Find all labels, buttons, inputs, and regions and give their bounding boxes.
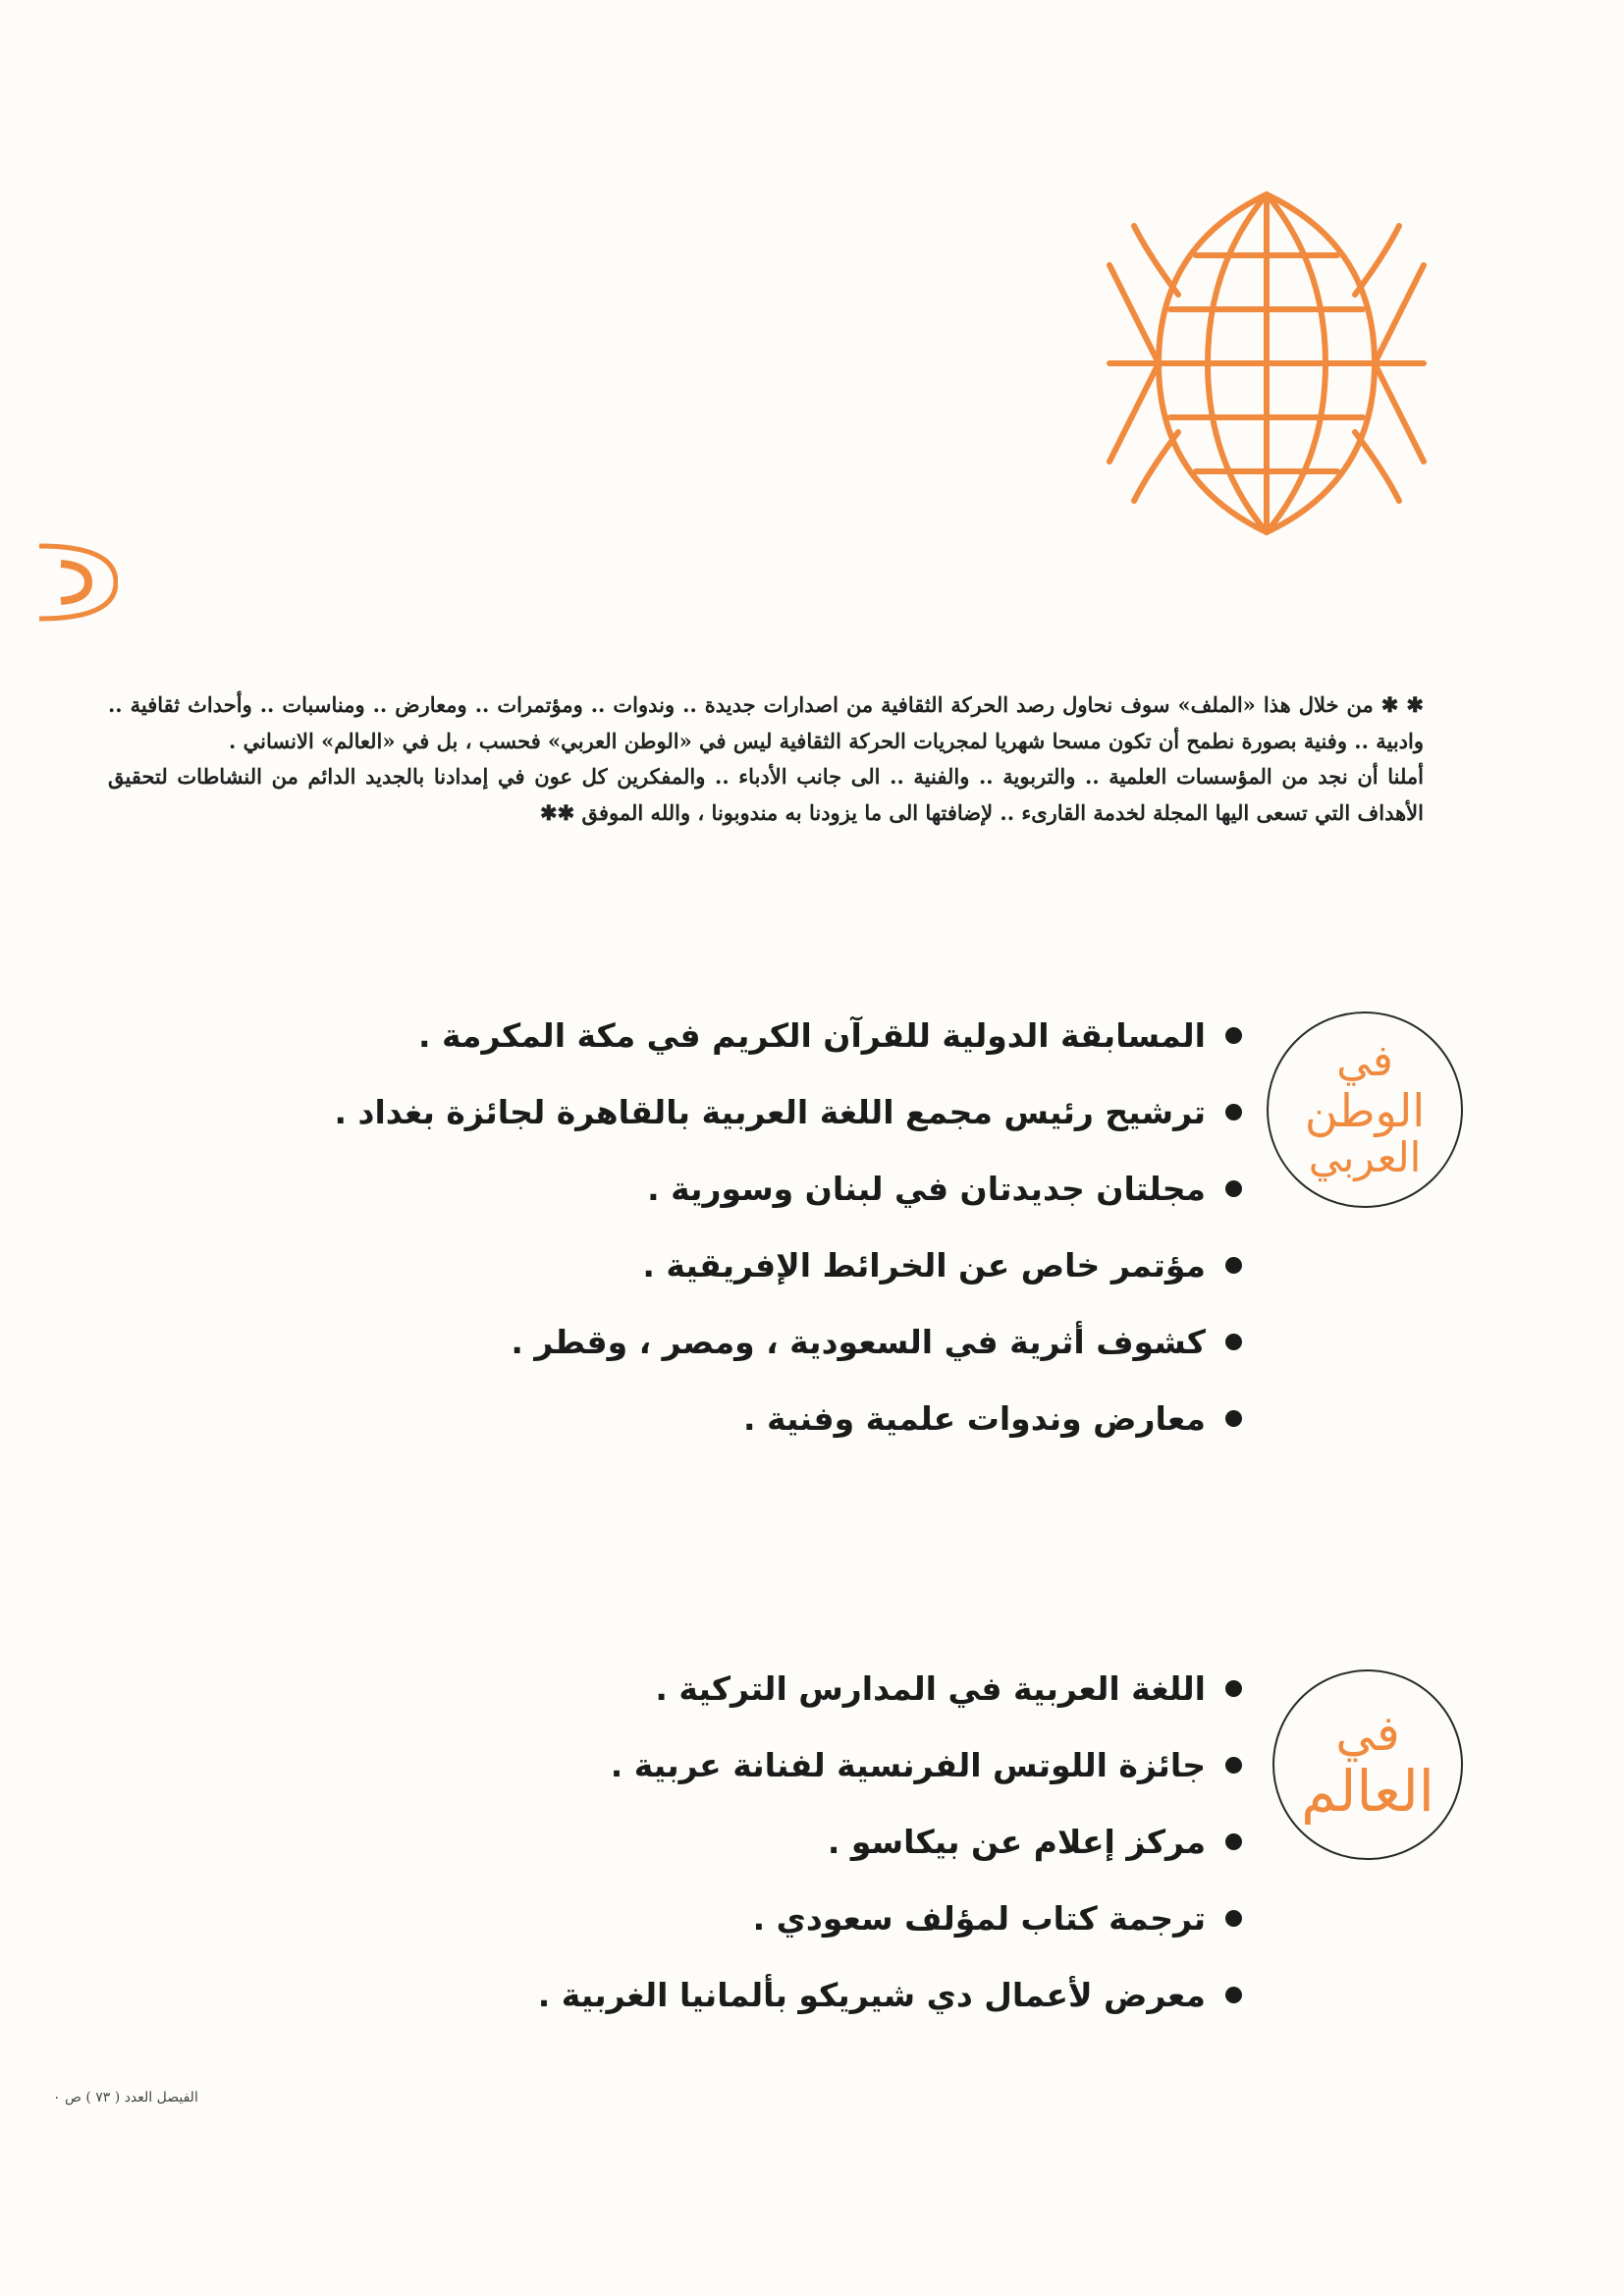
bullet-icon xyxy=(1225,1757,1242,1774)
list-item xyxy=(334,1073,1242,1150)
bullet-icon xyxy=(1225,1410,1242,1427)
bullet-icon xyxy=(1225,1987,1242,2003)
section-tab-icon xyxy=(39,538,118,627)
badge-world xyxy=(1272,1669,1463,1860)
intro-line-1: ✱ ✱ من خلال هذا «الملف» سوف نحاول رصد الحركة الثقافية من اصدارات جديدة .. وندوات .. ومؤتمرات .. ومعارض .. ومناسبات .. وأحداث ثقافية .. وادبية .. وفنية بصورة نطمح أن تكون مسحا شهريا لمجريات الحركة الثقافية ليس في «الوطن العربي» فحسب ، بل في «العالم» الانساني . xyxy=(108,692,1424,753)
badge-world-line-1: في xyxy=(1335,1704,1400,1762)
list-item xyxy=(334,1227,1242,1303)
bullet-icon xyxy=(1225,1334,1242,1350)
list-item-text: كشوف أثرية في السعودية ، ومصر ، وقطر . xyxy=(511,1322,1206,1361)
list-item-text: مركز إعلام عن بيكاسو . xyxy=(827,1822,1206,1861)
page-footer: الفيصل العدد ( ٧٣ ) ص ٠ xyxy=(53,2090,198,2105)
intro-paragraph xyxy=(108,687,1424,831)
badge-world-line-2: العالم xyxy=(1301,1757,1434,1825)
list-item xyxy=(538,1803,1242,1880)
list-item xyxy=(538,1880,1242,1956)
bullet-icon xyxy=(1225,1180,1242,1197)
list-item-text: مؤتمر خاص عن الخرائط الإفريقية . xyxy=(642,1245,1206,1285)
arab-news-list xyxy=(334,997,1242,1456)
list-item xyxy=(538,1726,1242,1803)
list-item xyxy=(334,1380,1242,1456)
bullet-icon xyxy=(1225,1910,1242,1927)
list-item-text: ترشيح رئيس مجمع اللغة العربية بالقاهرة لجائزة بغداد . xyxy=(334,1092,1206,1131)
intro-line-2: أملنا أن نجد من المؤسسات العلمية .. والتربوية .. والفنية .. الى جانب الأدباء .. والمفكرين كل عون في إمدادنا بالجديد الدائم من النشاطات لتحقيق الأهداف التي تسعى اليها المجلة لخدمة القارىء .. لإضافتها الى ما يزودنا به مندوبونا ، والله الموفق ✱✱ xyxy=(108,764,1424,825)
list-item xyxy=(334,1150,1242,1227)
list-item-text: المسابقة الدولية للقرآن الكريم في مكة المكرمة . xyxy=(418,1015,1206,1055)
list-item-text: اللغة العربية في المدارس التركية . xyxy=(655,1668,1206,1708)
badge-arab-line-1: في xyxy=(1336,1036,1393,1087)
list-item-text: معارض وندوات علمية وفنية . xyxy=(743,1398,1206,1438)
bullet-icon xyxy=(1225,1104,1242,1121)
bullet-icon xyxy=(1225,1027,1242,1044)
bullet-icon xyxy=(1225,1680,1242,1697)
badge-arab-world xyxy=(1267,1011,1463,1208)
badge-arab-line-3: العربي xyxy=(1308,1133,1422,1182)
list-item xyxy=(538,1650,1242,1726)
list-item-text: مجلتان جديدتان في لبنان وسورية . xyxy=(647,1169,1206,1208)
list-item xyxy=(334,997,1242,1073)
list-item xyxy=(538,1956,1242,2033)
bullet-icon xyxy=(1225,1257,1242,1274)
list-item-text: جائزة اللوتس الفرنسية لفنانة عربية . xyxy=(610,1745,1206,1784)
bullet-icon xyxy=(1225,1833,1242,1850)
globe-icon xyxy=(1090,187,1443,540)
badge-arab-line-2: الوطن xyxy=(1304,1083,1426,1137)
world-news-list xyxy=(538,1650,1242,2033)
list-item-text: ترجمة كتاب لمؤلف سعودي . xyxy=(752,1898,1206,1938)
list-item xyxy=(334,1303,1242,1380)
list-item-text: معرض لأعمال دي شيريكو بألمانيا الغربية . xyxy=(537,1975,1206,2014)
